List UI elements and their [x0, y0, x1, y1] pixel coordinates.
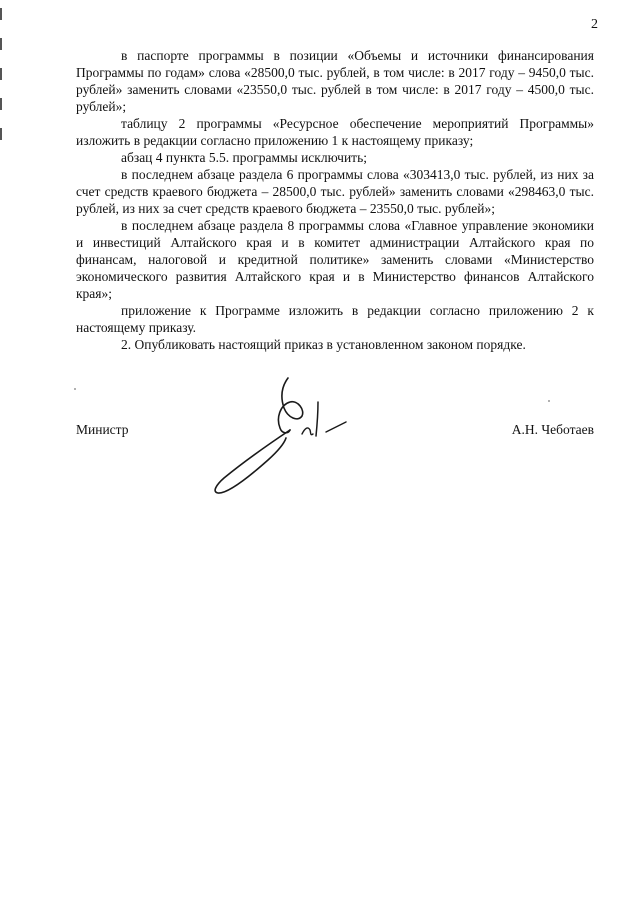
- paragraph-section-6: в последнем абзаце раздела 6 программы слова «303413,0 тыс. рублей, из них за счет средств краевого бюджета – 28500,0 тыс. рублей» заменить словами «298463,0 тыс. рублей, из них за счет средств краевого бюджета – 23550,0 тыс. рублей»;: [76, 167, 594, 216]
- binding-mark: [0, 68, 2, 80]
- paragraph-publish: 2. Опубликовать настоящий приказ в установленном законом порядке.: [121, 337, 526, 352]
- document-body: [76, 47, 594, 353]
- binding-mark: [0, 98, 2, 110]
- binding-mark: [0, 38, 2, 50]
- paragraph-passport: в паспорте программы в позиции «Объемы и источники финансирования Программы по годам» слова «28500,0 тыс. рублей, в том числе: в 2017 году – 9450,0 тыс. рублей» заменить словами «23550,0 тыс. рублей в том числе: в 2017 году – 4500,0 тыс. рублей»;: [76, 48, 594, 114]
- binding-mark: [0, 128, 2, 140]
- signatory-title: Министр: [76, 422, 129, 437]
- scan-speck: [548, 400, 550, 402]
- scan-speck: [74, 388, 76, 390]
- binding-marks: [0, 0, 6, 905]
- binding-mark: [0, 8, 2, 20]
- signatory-name: А.Н. Чеботаев: [511, 422, 594, 437]
- paragraph-section-8: в последнем абзаце раздела 8 программы слова «Главное управление экономики и инвестиций Алтайского края и в комитет администрации Алтайского края по финансам, налоговой и кредитной политике» заменить словами «Министерство экономического развития Алтайского края и в Министерство финансов Алтайского края»;: [76, 218, 594, 301]
- handwritten-signature: [210, 372, 360, 500]
- paragraph-abzac-4: абзац 4 пункта 5.5. программы исключить;: [121, 150, 367, 165]
- paragraph-table-2: таблицу 2 программы «Ресурсное обеспечение мероприятий Программы» изложить в редакции согласно приложению 1 к настоящему приказу;: [76, 116, 594, 148]
- page-number: 2: [591, 17, 598, 32]
- paragraph-appendix: приложение к Программе изложить в редакции согласно приложению 2 к настоящему приказу.: [76, 303, 594, 335]
